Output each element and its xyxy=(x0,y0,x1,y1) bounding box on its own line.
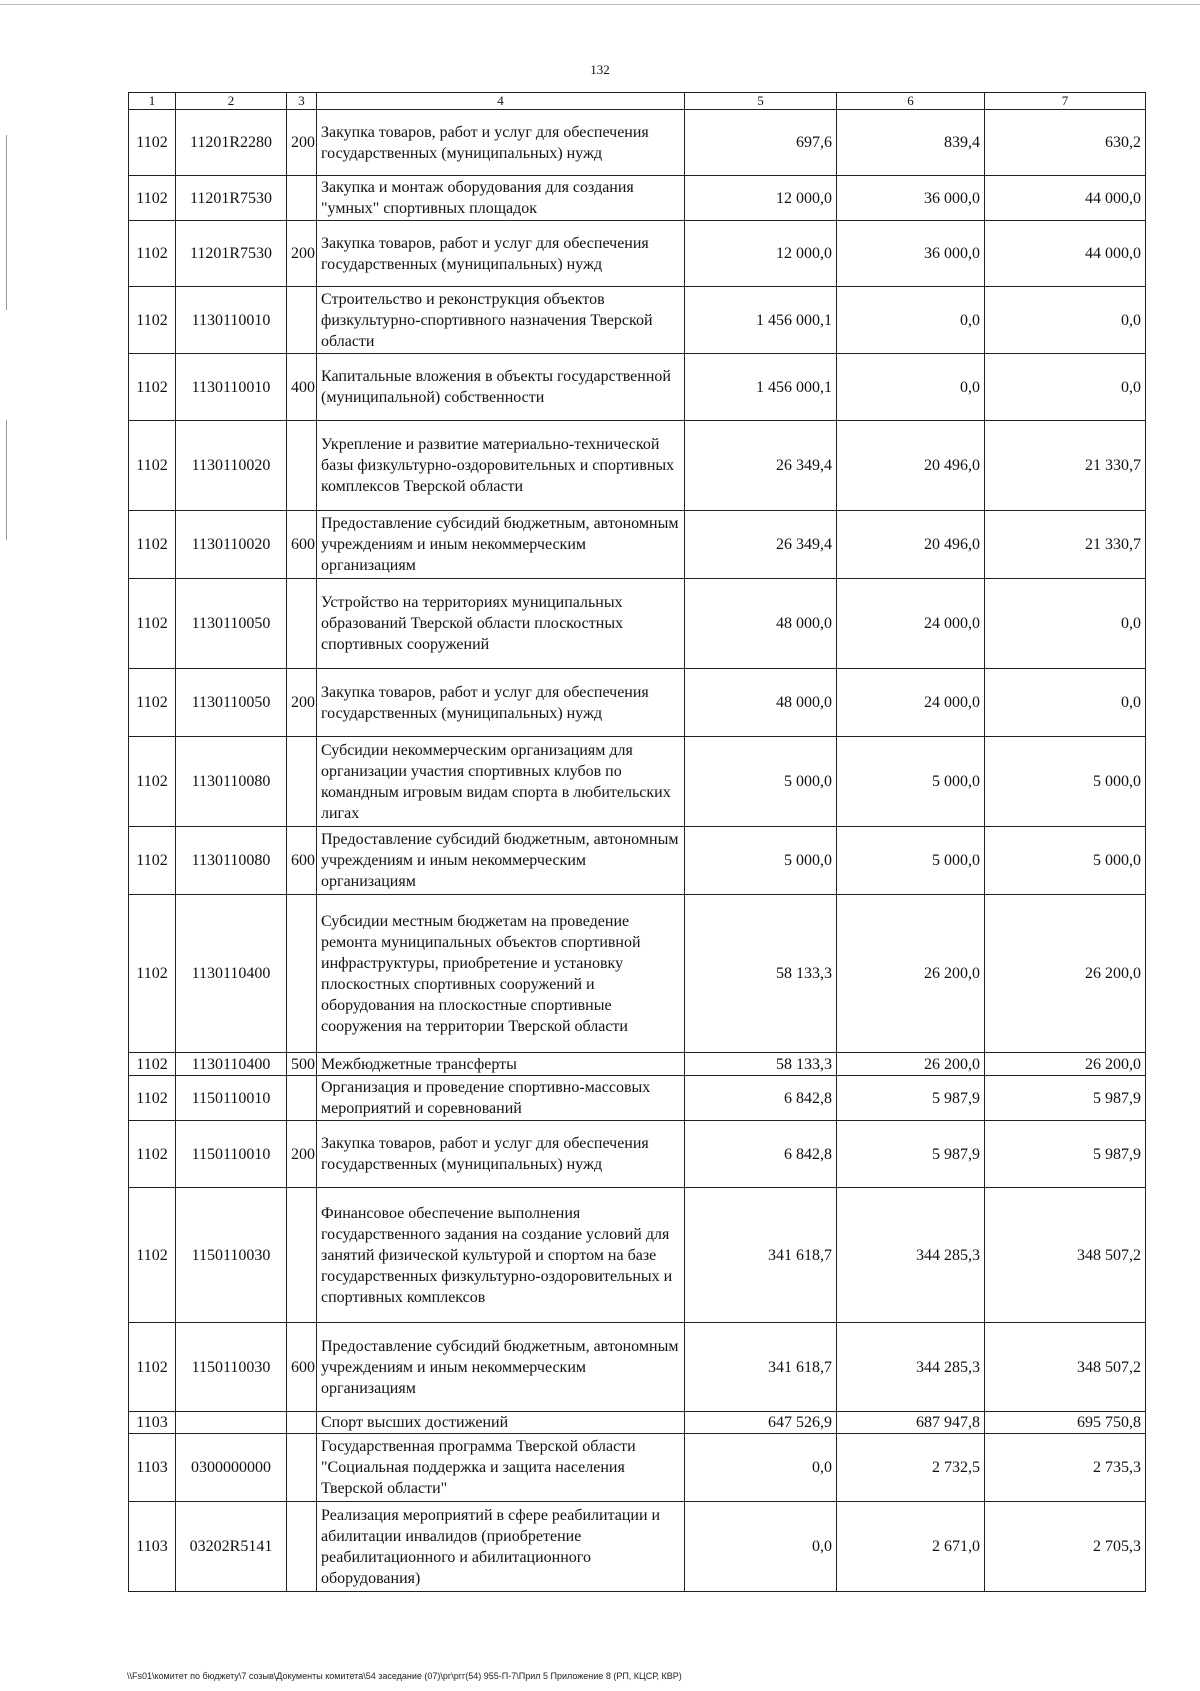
section-code-cell: 1102 xyxy=(129,176,176,221)
amount-cell: 2 732,5 xyxy=(837,1434,985,1502)
amount-cell: 344 285,3 xyxy=(837,1323,985,1412)
table-row xyxy=(129,1053,1146,1076)
table-row xyxy=(129,579,1146,669)
amount-cell: 5 987,9 xyxy=(837,1076,985,1121)
name-cell: Предоставление субсидий бюджетным, автономным учреждениям и иным некоммерческим организациям xyxy=(317,827,685,895)
amount-cell: 58 133,3 xyxy=(685,1053,837,1076)
amount-cell: 5 000,0 xyxy=(837,737,985,827)
target-code-cell: 11201R2280 xyxy=(176,110,287,176)
amount-cell: 839,4 xyxy=(837,110,985,176)
section-code-cell: 1102 xyxy=(129,1323,176,1412)
amount-cell: 2 705,3 xyxy=(985,1502,1146,1592)
section-code-cell: 1102 xyxy=(129,1188,176,1323)
name-cell: Финансовое обеспечение выполнения государственного задания на создание условий для занятий физической культурой и спортом на базе государственных физкультурно-оздоровительных и спортивных комплексов xyxy=(317,1188,685,1323)
amount-cell: 0,0 xyxy=(985,287,1146,354)
table-row xyxy=(129,895,1146,1053)
table-row xyxy=(129,1121,1146,1188)
table-row xyxy=(129,354,1146,421)
table-row xyxy=(129,669,1146,737)
name-cell: Закупка и монтаж оборудования для создания "умных" спортивных площадок xyxy=(317,176,685,221)
expense-type-cell xyxy=(287,1188,317,1323)
section-code-cell: 1102 xyxy=(129,287,176,354)
section-code-cell: 1103 xyxy=(129,1412,176,1434)
name-cell: Организация и проведение спортивно-массовых мероприятий и соревнований xyxy=(317,1076,685,1121)
amount-cell: 5 000,0 xyxy=(685,827,837,895)
amount-cell: 26 200,0 xyxy=(985,1053,1146,1076)
expense-type-cell xyxy=(287,1434,317,1502)
scan-margin-mark xyxy=(6,135,7,310)
table-row xyxy=(129,827,1146,895)
name-cell: Субсидии местным бюджетам на проведение ремонта муниципальных объектов спортивной инфраструктуры, приобретение и установку плоскостных спортивных сооружений и оборудования на плоскостные спортивные сооружения на территории Тверской области xyxy=(317,895,685,1053)
target-code-cell: 1130110010 xyxy=(176,354,287,421)
name-cell: Субсидии некоммерческим организациям для организации участия спортивных клубов по командным игровым видам спорта в любительских лигах xyxy=(317,737,685,827)
name-cell: Государственная программа Тверской области "Социальная поддержка и защита населения Тверской области" xyxy=(317,1434,685,1502)
amount-cell: 2 735,3 xyxy=(985,1434,1146,1502)
expense-type-cell: 400 xyxy=(287,354,317,421)
target-code-cell: 1130110050 xyxy=(176,579,287,669)
expense-type-cell xyxy=(287,737,317,827)
table-row xyxy=(129,1412,1146,1434)
amount-cell: 44 000,0 xyxy=(985,221,1146,287)
amount-cell: 348 507,2 xyxy=(985,1188,1146,1323)
amount-cell: 6 842,8 xyxy=(685,1076,837,1121)
amount-cell: 21 330,7 xyxy=(985,421,1146,511)
amount-cell: 26 200,0 xyxy=(837,895,985,1053)
name-cell: Закупка товаров, работ и услуг для обеспечения государственных (муниципальных) нужд xyxy=(317,1121,685,1188)
column-header: 6 xyxy=(837,93,985,110)
amount-cell: 6 842,8 xyxy=(685,1121,837,1188)
amount-cell: 5 000,0 xyxy=(837,827,985,895)
section-code-cell: 1102 xyxy=(129,1076,176,1121)
amount-cell: 24 000,0 xyxy=(837,669,985,737)
expense-type-cell: 600 xyxy=(287,511,317,579)
target-code-cell: 1130110080 xyxy=(176,737,287,827)
target-code-cell: 1130110010 xyxy=(176,287,287,354)
expense-type-cell xyxy=(287,1412,317,1434)
amount-cell: 0,0 xyxy=(837,287,985,354)
amount-cell: 26 200,0 xyxy=(985,895,1146,1053)
amount-cell: 2 671,0 xyxy=(837,1502,985,1592)
amount-cell: 20 496,0 xyxy=(837,421,985,511)
amount-cell: 0,0 xyxy=(685,1502,837,1592)
amount-cell: 5 987,9 xyxy=(837,1121,985,1188)
expense-type-cell: 600 xyxy=(287,1323,317,1412)
amount-cell: 687 947,8 xyxy=(837,1412,985,1434)
section-code-cell: 1102 xyxy=(129,221,176,287)
section-code-cell: 1102 xyxy=(129,354,176,421)
name-cell: Закупка товаров, работ и услуг для обеспечения государственных (муниципальных) нужд xyxy=(317,669,685,737)
name-cell: Устройство на территориях муниципальных образований Тверской области плоскостных спортивных сооружений xyxy=(317,579,685,669)
table-row xyxy=(129,737,1146,827)
target-code-cell: 1150110030 xyxy=(176,1188,287,1323)
file-path-footer: \\Fs01\комитет по бюджету\7 созыв\Документы комитета\54 заседание (07)\рг\ргг(54) 955-П-7\Прил 5 Приложение 8 (РП, КЦСР, КВР) xyxy=(127,1671,682,1681)
target-code-cell xyxy=(176,1412,287,1434)
expense-type-cell xyxy=(287,1502,317,1592)
amount-cell: 20 496,0 xyxy=(837,511,985,579)
section-code-cell: 1102 xyxy=(129,895,176,1053)
expense-type-cell xyxy=(287,421,317,511)
budget-table xyxy=(128,92,1146,1592)
amount-cell: 0,0 xyxy=(985,354,1146,421)
column-header: 2 xyxy=(176,93,287,110)
expense-type-cell: 200 xyxy=(287,669,317,737)
target-code-cell: 11201R7530 xyxy=(176,176,287,221)
amount-cell: 5 000,0 xyxy=(685,737,837,827)
amount-cell: 647 526,9 xyxy=(685,1412,837,1434)
amount-cell: 0,0 xyxy=(985,669,1146,737)
expense-type-cell xyxy=(287,176,317,221)
name-cell: Реализация мероприятий в сфере реабилитации и абилитации инвалидов (приобретение реабилитационного и абилитационного оборудования) xyxy=(317,1502,685,1592)
section-code-cell: 1102 xyxy=(129,669,176,737)
column-header: 5 xyxy=(685,93,837,110)
expense-type-cell: 500 xyxy=(287,1053,317,1076)
amount-cell: 341 618,7 xyxy=(685,1323,837,1412)
section-code-cell: 1102 xyxy=(129,827,176,895)
table-row xyxy=(129,511,1146,579)
target-code-cell: 11201R7530 xyxy=(176,221,287,287)
amount-cell: 58 133,3 xyxy=(685,895,837,1053)
amount-cell: 44 000,0 xyxy=(985,176,1146,221)
table-row xyxy=(129,1188,1146,1323)
page-number: 132 xyxy=(590,62,610,77)
section-code-cell: 1102 xyxy=(129,511,176,579)
target-code-cell: 03202R5141 xyxy=(176,1502,287,1592)
expense-type-cell: 600 xyxy=(287,827,317,895)
table-row xyxy=(129,176,1146,221)
section-code-cell: 1103 xyxy=(129,1502,176,1592)
amount-cell: 0,0 xyxy=(985,579,1146,669)
amount-cell: 48 000,0 xyxy=(685,669,837,737)
name-cell: Предоставление субсидий бюджетным, автономным учреждениям и иным некоммерческим организациям xyxy=(317,511,685,579)
amount-cell: 5 000,0 xyxy=(985,737,1146,827)
amount-cell: 5 987,9 xyxy=(985,1121,1146,1188)
scan-margin-mark xyxy=(6,420,7,540)
section-code-cell: 1102 xyxy=(129,737,176,827)
name-cell: Закупка товаров, работ и услуг для обеспечения государственных (муниципальных) нужд xyxy=(317,110,685,176)
target-code-cell: 0300000000 xyxy=(176,1434,287,1502)
amount-cell: 26 200,0 xyxy=(837,1053,985,1076)
expense-type-cell xyxy=(287,287,317,354)
expense-type-cell xyxy=(287,579,317,669)
section-code-cell: 1102 xyxy=(129,421,176,511)
amount-cell: 630,2 xyxy=(985,110,1146,176)
amount-cell: 344 285,3 xyxy=(837,1188,985,1323)
amount-cell: 0,0 xyxy=(837,354,985,421)
amount-cell: 21 330,7 xyxy=(985,511,1146,579)
amount-cell: 5 000,0 xyxy=(985,827,1146,895)
table-row xyxy=(129,287,1146,354)
table-row xyxy=(129,1076,1146,1121)
target-code-cell: 1130110080 xyxy=(176,827,287,895)
amount-cell: 36 000,0 xyxy=(837,221,985,287)
amount-cell: 36 000,0 xyxy=(837,176,985,221)
target-code-cell: 1130110050 xyxy=(176,669,287,737)
table-row xyxy=(129,1434,1146,1502)
name-cell: Спорт высших достижений xyxy=(317,1412,685,1434)
name-cell: Строительство и реконструкция объектов физкультурно-спортивного назначения Тверской области xyxy=(317,287,685,354)
expense-type-cell xyxy=(287,895,317,1053)
target-code-cell: 1130110400 xyxy=(176,1053,287,1076)
amount-cell: 26 349,4 xyxy=(685,421,837,511)
amount-cell: 26 349,4 xyxy=(685,511,837,579)
amount-cell: 48 000,0 xyxy=(685,579,837,669)
expense-type-cell: 200 xyxy=(287,1121,317,1188)
table-row xyxy=(129,110,1146,176)
section-code-cell: 1102 xyxy=(129,110,176,176)
target-code-cell: 1130110400 xyxy=(176,895,287,1053)
expense-type-cell: 200 xyxy=(287,110,317,176)
column-header: 4 xyxy=(317,93,685,110)
top-edge-line xyxy=(0,4,1200,5)
amount-cell: 697,6 xyxy=(685,110,837,176)
amount-cell: 1 456 000,1 xyxy=(685,287,837,354)
expense-type-cell: 200 xyxy=(287,221,317,287)
amount-cell: 24 000,0 xyxy=(837,579,985,669)
amount-cell: 5 987,9 xyxy=(985,1076,1146,1121)
name-cell: Укрепление и развитие материально-технической базы физкультурно-оздоровительных и спортивных комплексов Тверской области xyxy=(317,421,685,511)
name-cell: Капитальные вложения в объекты государственной (муниципальной) собственности xyxy=(317,354,685,421)
amount-cell: 348 507,2 xyxy=(985,1323,1146,1412)
name-cell: Предоставление субсидий бюджетным, автономным учреждениям и иным некоммерческим организациям xyxy=(317,1323,685,1412)
amount-cell: 341 618,7 xyxy=(685,1188,837,1323)
name-cell: Межбюджетные трансферты xyxy=(317,1053,685,1076)
table-row xyxy=(129,1502,1146,1592)
section-code-cell: 1102 xyxy=(129,1121,176,1188)
section-code-cell: 1103 xyxy=(129,1434,176,1502)
amount-cell: 12 000,0 xyxy=(685,221,837,287)
target-code-cell: 1150110010 xyxy=(176,1121,287,1188)
column-number-row xyxy=(129,93,1146,110)
name-cell: Закупка товаров, работ и услуг для обеспечения государственных (муниципальных) нужд xyxy=(317,221,685,287)
section-code-cell: 1102 xyxy=(129,579,176,669)
target-code-cell: 1150110030 xyxy=(176,1323,287,1412)
column-header: 1 xyxy=(129,93,176,110)
table-row xyxy=(129,1323,1146,1412)
amount-cell: 12 000,0 xyxy=(685,176,837,221)
expense-type-cell xyxy=(287,1076,317,1121)
target-code-cell: 1130110020 xyxy=(176,421,287,511)
amount-cell: 0,0 xyxy=(685,1434,837,1502)
target-code-cell: 1130110020 xyxy=(176,511,287,579)
amount-cell: 695 750,8 xyxy=(985,1412,1146,1434)
table-row xyxy=(129,421,1146,511)
table-row xyxy=(129,221,1146,287)
amount-cell: 1 456 000,1 xyxy=(685,354,837,421)
column-header: 3 xyxy=(287,93,317,110)
section-code-cell: 1102 xyxy=(129,1053,176,1076)
column-header: 7 xyxy=(985,93,1146,110)
target-code-cell: 1150110010 xyxy=(176,1076,287,1121)
